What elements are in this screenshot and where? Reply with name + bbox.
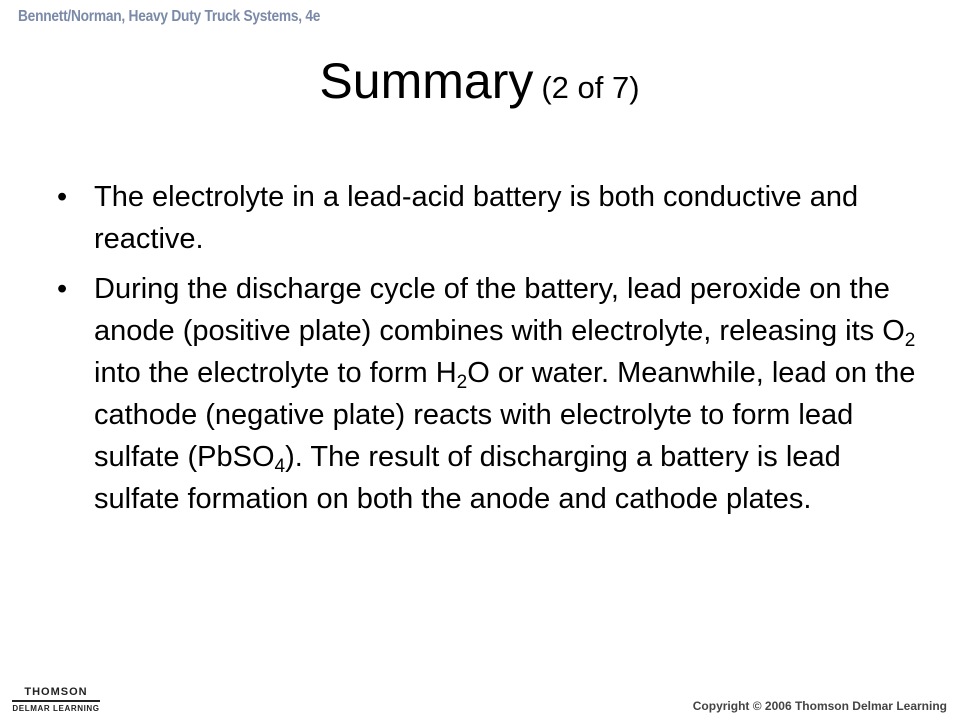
bullet-item xyxy=(57,176,917,260)
title-main: Summary xyxy=(319,53,534,109)
bullet-text: ). The result of discharging a battery is lead sulfate formation on both the anode and cathode plates. xyxy=(94,441,841,515)
logo-bottom-text: DELMAR LEARNING xyxy=(12,704,100,713)
bullet-text: into the electrolyte to form H xyxy=(94,357,457,389)
publisher-logo xyxy=(12,686,100,713)
copyright-notice: Copyright © 2006 Thomson Delmar Learning xyxy=(692,699,947,713)
bullet-text: During the discharge cycle of the battery, lead peroxide on the anode (positive plate) combines with electrolyte, releasing its O xyxy=(94,273,905,347)
title-subtitle: (2 of 7) xyxy=(541,70,640,105)
course-header: Bennett/Norman, Heavy Duty Truck Systems, 4e xyxy=(18,8,321,25)
logo-divider xyxy=(12,700,100,702)
subscript: 2 xyxy=(904,330,916,351)
bullet-text: O or water. Meanwhile, lead on the cathode (negative plate) reacts with electrolyte to form lead sulfate (PbSO xyxy=(94,357,916,473)
bullet-marker: • xyxy=(57,181,68,213)
logo-top-text: THOMSON xyxy=(24,686,88,698)
bullet-list xyxy=(57,176,917,528)
subscript: 4 xyxy=(274,456,286,477)
bullet-text: The electrolyte in a lead-acid battery is both conductive and reactive. xyxy=(94,181,859,255)
slide-title xyxy=(0,52,959,110)
bullet-item xyxy=(57,268,917,520)
subscript: 2 xyxy=(456,372,468,393)
bullet-marker: • xyxy=(57,273,68,305)
